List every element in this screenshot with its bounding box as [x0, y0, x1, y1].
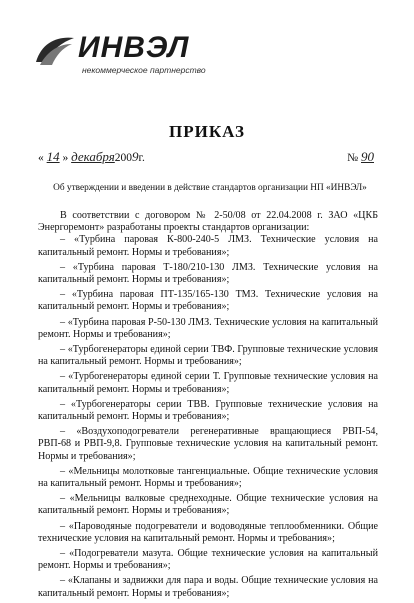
- document-title: ПРИКАЗ: [169, 122, 245, 141]
- logo-subtitle: некоммерческое партнерство: [82, 65, 206, 75]
- list-item: – «Пароводяные подогреватели и водоводяные теплообменники. Общие технические условия на капитальный ремонт. Нормы и требования»;: [38, 520, 378, 544]
- date-year-hand: 9: [132, 149, 139, 164]
- date-year-suffix: г.: [138, 152, 145, 164]
- list-item: – «Воздухоподогреватели регенеративные вращающиеся РВП-54, РВП-68 и РВП-9,8. Групповые технические условия на капитальный ремонт. Нормы и требования»;: [38, 426, 378, 462]
- document-number: [347, 149, 374, 165]
- number-label: №: [347, 152, 359, 164]
- company-logo: [32, 30, 206, 78]
- logo-swoosh-icon: [32, 32, 76, 68]
- list-item: – «Мельницы валковые среднеходные. Общие технические условия на капитальный ремонт. Нормы и требования»;: [38, 493, 378, 517]
- list-item: – «Подогреватели мазута. Общие технические условия на капитальный ремонт. Нормы и требования»;: [38, 548, 378, 572]
- list-item: – «Турбина паровая Р-50-130 ЛМЗ. Технические условия на капитальный ремонт. Нормы и требования»;: [38, 316, 378, 340]
- intro-paragraph: В соответствии с договором № 2-50/08 от 22.04.2008 г. ЗАО «ЦКБ Энергоремонт» разработаны проекты стандартов организации:: [38, 210, 378, 234]
- list-item: – «Турбина паровая Т-180/210-130 ЛМЗ. Технические условия на капитальный ремонт. Нормы и требования»;: [38, 261, 378, 286]
- document-body: [38, 210, 378, 603]
- document-subject: Об утверждении и введении в действие стандартов организации НП «ИНВЭЛ»: [53, 183, 367, 193]
- list-item: – «Мельницы молотковые тангенциальные. Общие технические условия на капитальный ремонт. Нормы и требования»;: [38, 465, 378, 490]
- standards-list: [38, 234, 378, 599]
- list-item: – «Турбина паровая ПТ-135/165-130 ТМЗ. Технические условия на капитальный ремонт. Нормы и требования»;: [38, 289, 378, 313]
- date-open-quote: «: [38, 152, 44, 164]
- list-item: – «Турбогенераторы единой серии Т. Групповые технические условия на капитальный ремонт. Нормы и требования»;: [38, 371, 378, 395]
- list-item: – «Клапаны и задвижки для пара и воды. Общие технические условия на капитальный ремонт. Нормы и требования»;: [38, 575, 378, 599]
- date-month: декабря: [71, 149, 115, 164]
- number-value: 90: [361, 149, 374, 164]
- date-year-prefix: 200: [114, 152, 133, 164]
- list-item: – «Турбина паровая К-800-240-5 ЛМЗ. Технические условия на капитальный ремонт. Нормы и требования»;: [38, 234, 378, 258]
- document-date: [38, 149, 145, 165]
- list-item: – «Турбогенераторы единой серии ТВФ. Групповые технические условия на капитальный ремонт. Нормы и требования»;: [38, 344, 378, 368]
- date-close-quote: »: [62, 152, 69, 164]
- logo-name: ИНВЭЛ: [78, 31, 190, 64]
- list-item: – «Турбогенераторы серии ТВВ. Групповые технические условия на капитальный ремонт. Нормы и требования»;: [38, 398, 378, 423]
- date-day: 14: [46, 149, 60, 164]
